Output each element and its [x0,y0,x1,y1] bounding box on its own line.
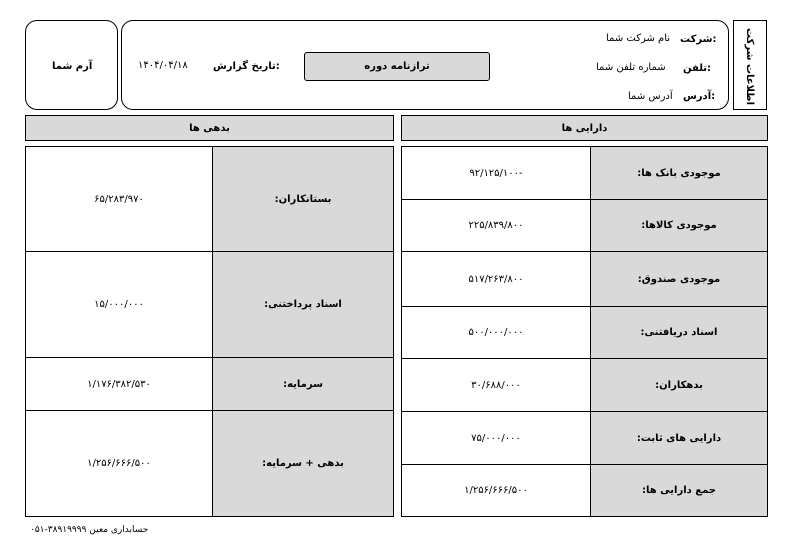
asset-label: موجودی کالاها: [641,220,717,231]
liability-value: ۶۵/۲۸۳/۹۷۰ [94,193,144,205]
address-value: آدرس شما [628,91,673,102]
table-row [401,411,591,465]
address-label: آدرس: [683,91,716,102]
asset-value: ۵۰۰/۰۰۰/۰۰۰ [468,327,524,338]
table-row [212,357,394,411]
assets-title [401,115,768,141]
table-row [590,358,768,412]
table-row [212,410,394,517]
phone-label: تلفن: [683,63,712,74]
table-row [590,251,768,307]
asset-value: ۱/۲۵۶/۶۶۶/۵۰۰ [464,485,528,496]
table-row [25,410,213,517]
liabilities-title [25,115,394,141]
phone-value: شماره تلفن شما [596,62,666,73]
liability-label: بستانکاران: [274,193,332,205]
table-row [401,199,591,252]
liability-label: بدهی + سرمایه: [262,458,344,469]
logo-placeholder: آرم شما [52,61,93,72]
liability-value: ۱۵/۰۰۰/۰۰۰ [94,299,144,310]
asset-value: ۳۰/۶۸۸/۰۰۰ [471,379,521,391]
table-row [401,146,591,200]
asset-label: موجودی بانک ها: [637,167,721,179]
table-row [25,146,213,252]
table-row [25,357,213,411]
table-row [590,306,768,359]
table-row [401,306,591,359]
assets-title-text: دارایی ها [561,122,608,134]
asset-label: بدهکاران: [655,379,703,391]
company-info-side-label: اطلاعات شرکت [744,28,755,106]
table-row [401,358,591,412]
asset-label: جمع دارایی ها: [641,485,716,496]
table-row [212,251,394,358]
footer-text: حسابداری معین ۳۸۹۱۹۹۹۹-۰۵۱ [30,525,149,535]
table-row [590,464,768,517]
report-title [304,52,490,81]
liabilities-title-text: بدهی ها [189,122,230,134]
liability-label: سرمایه: [283,378,323,390]
table-row [590,146,768,200]
table-row [25,251,213,358]
asset-label: موجودی صندوق: [637,273,721,285]
asset-value: ۹۲/۱۲۵/۱۰۰- [469,167,523,179]
liability-label: اسناد پرداختنی: [264,299,342,310]
liability-value: ۱/۲۵۶/۶۶۶/۵۰۰ [87,458,151,469]
asset-value: ۷۵/۰۰۰/۰۰۰ [471,432,521,444]
table-row [401,251,591,307]
report-title-text: ترازنامه دوره [364,61,430,72]
company-label: شرکت: [680,34,717,45]
asset-label: اسناد دریافتنی: [640,327,718,338]
table-row [212,146,394,252]
report-date-value: ۱۴۰۴/۰۴/۱۸ [138,60,188,71]
company-value: نام شرکت شما [606,33,671,44]
asset-value: ۵۱۷/۲۶۳/۸۰۰ [468,273,524,285]
report-date-label: تاریخ گزارش: [213,61,280,72]
table-row [590,411,768,465]
table-row [401,464,591,517]
asset-value: ۲۲۵/۸۳۹/۸۰۰ [468,220,524,231]
asset-label: دارایی های ثابت: [636,432,722,444]
liability-value: ۱/۱۷۶/۳۸۲/۵۳۰ [87,378,151,390]
table-row [590,199,768,252]
